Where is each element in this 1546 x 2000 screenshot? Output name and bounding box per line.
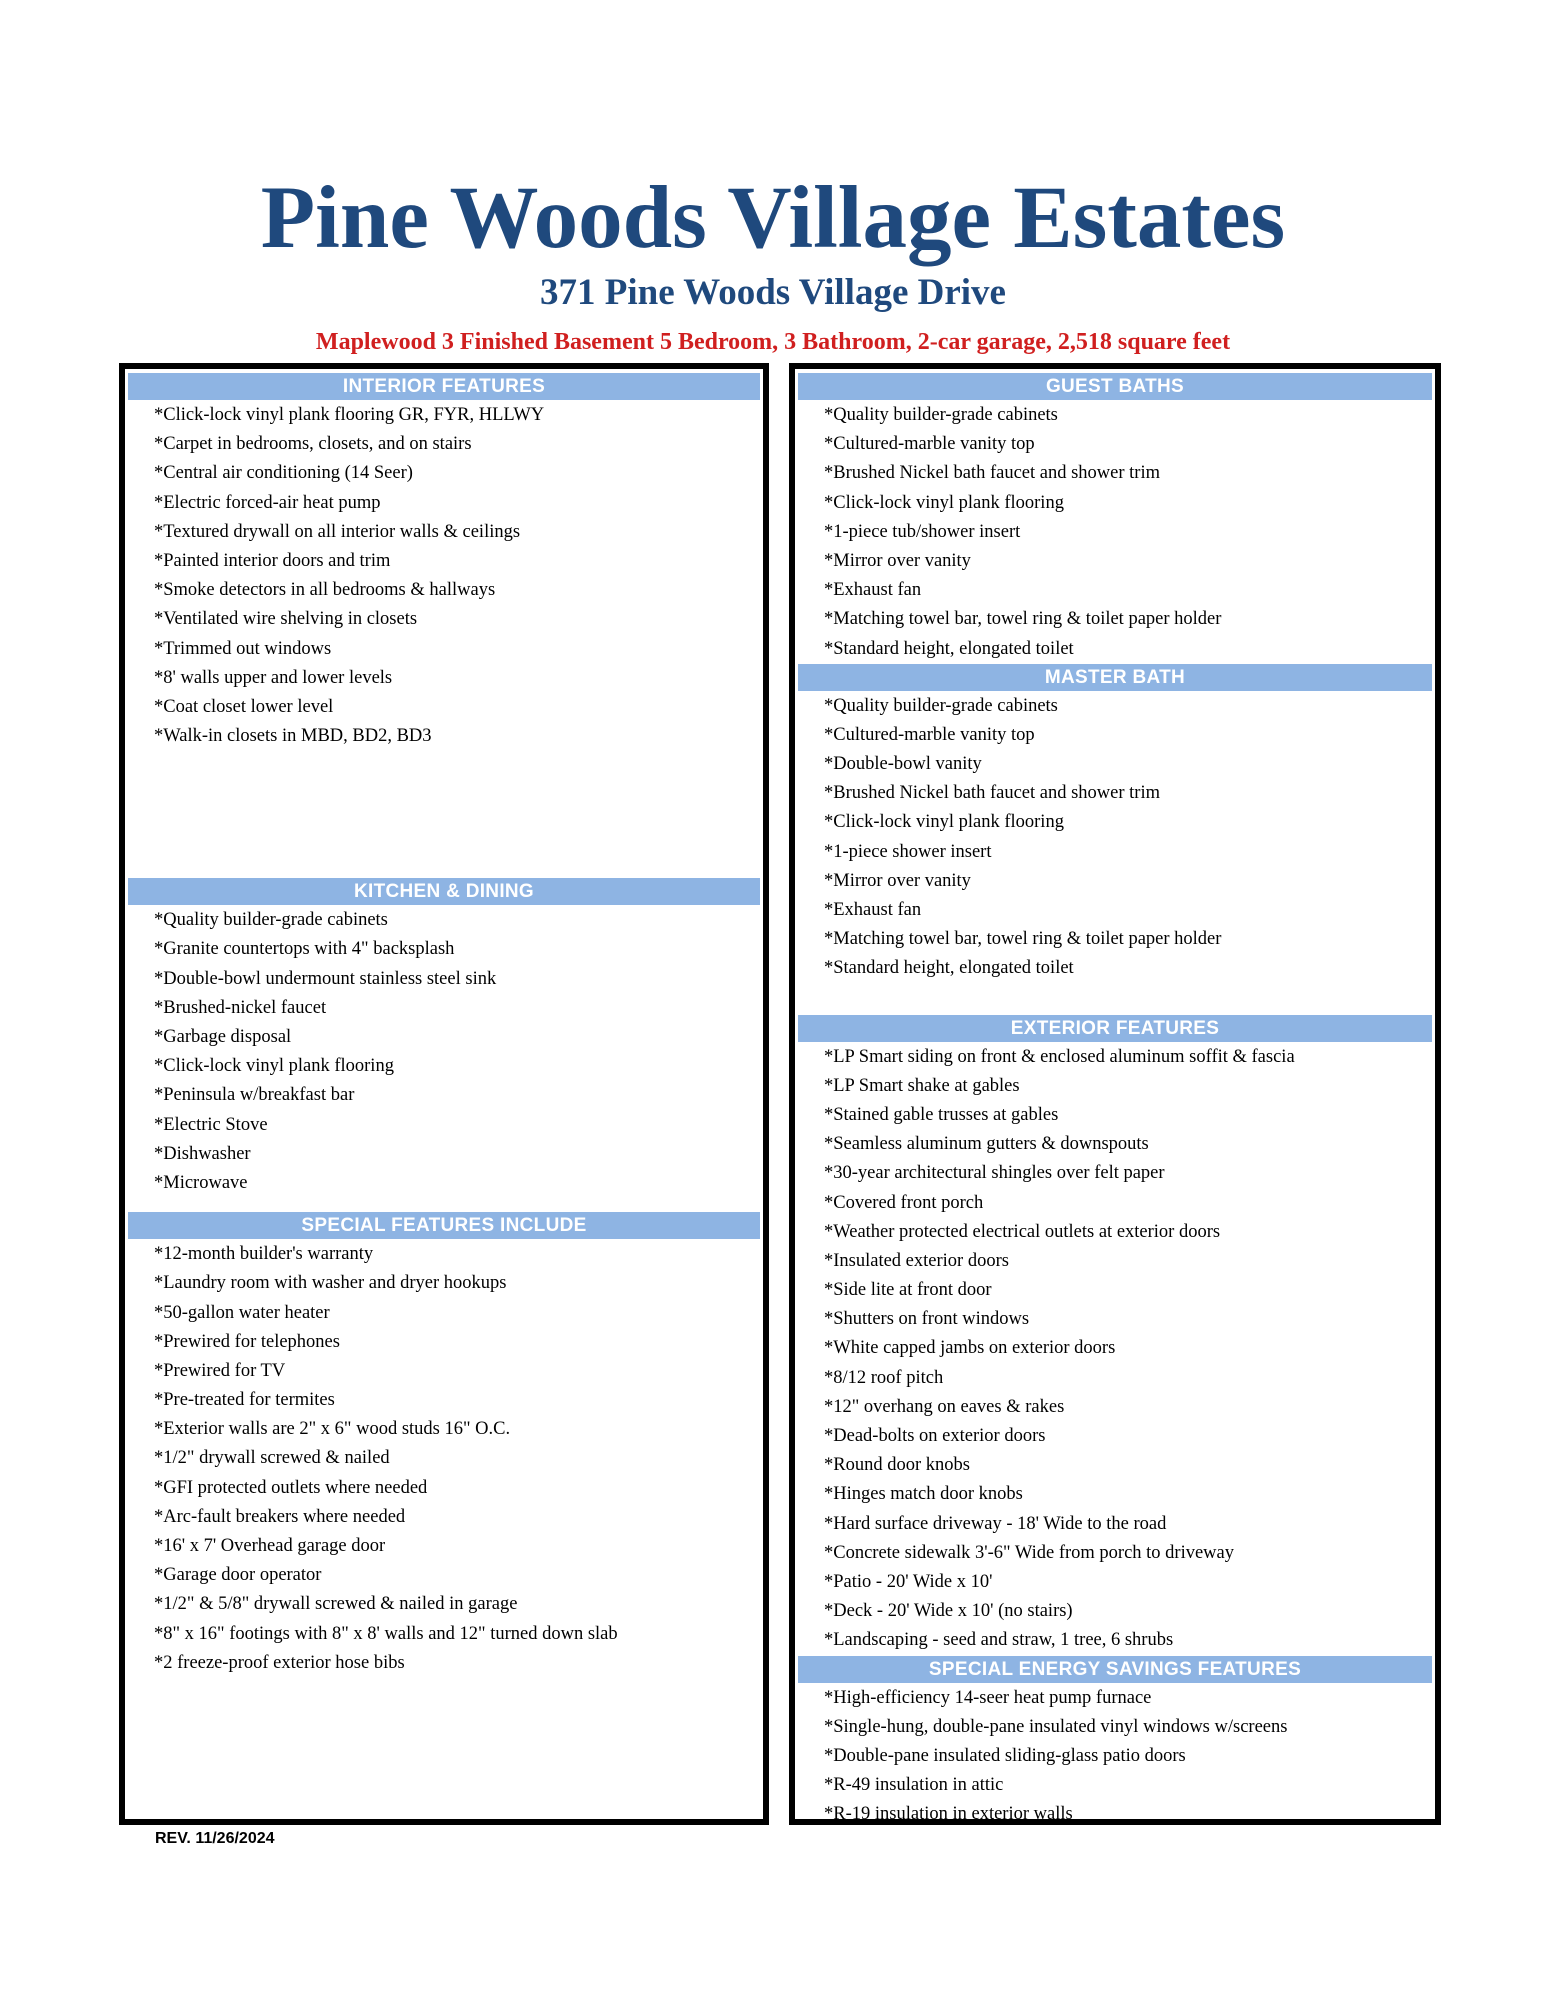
list-item: *8" x 16" footings with 8" x 8' walls and 12" turned down slab	[154, 1623, 618, 1644]
list-item: *Garbage disposal	[154, 1027, 292, 1047]
section-header-guest-baths: GUEST BATHS	[798, 373, 1432, 400]
list-item: *White capped jambs on exterior doors	[824, 1338, 1116, 1359]
section-header-master-bath: MASTER BATH	[798, 664, 1432, 691]
list-item: *Double-bowl vanity	[824, 754, 982, 775]
section-header-exterior: EXTERIOR FEATURES	[798, 1015, 1432, 1042]
list-item: *Quality builder-grade cabinets	[824, 695, 1058, 716]
list-item: *Granite countertops with 4" backsplash	[154, 939, 455, 960]
right-feature-column	[789, 363, 1441, 1825]
guest-baths-list	[795, 400, 1435, 664]
list-item: *Click-lock vinyl plank flooring GR, FYR, HLLWY	[154, 405, 545, 425]
list-item: *Seamless aluminum gutters & downspouts	[824, 1134, 1149, 1155]
list-item: *Brushed Nickel bath faucet and shower trim	[824, 463, 1160, 484]
list-item: *8/12 roof pitch	[824, 1367, 944, 1388]
list-item: *Exterior walls are 2" x 6" wood studs 16" O.C.	[154, 1419, 511, 1440]
list-item: *High-efficiency 14-seer heat pump furnace	[824, 1687, 1152, 1708]
list-item: *Hinges match door knobs	[824, 1484, 1023, 1505]
master-bath-list	[795, 691, 1435, 984]
list-item: *R-19 insulation in exterior walls	[824, 1804, 1073, 1825]
exterior-features-list	[795, 1042, 1435, 1656]
list-item: *Concrete sidewalk 3'-6" Wide from porch to driveway	[824, 1542, 1234, 1563]
revision-date: REV. 11/26/2024	[155, 1830, 275, 1847]
list-item: *Dishwasher	[154, 1143, 251, 1164]
list-item: *Landscaping - seed and straw, 1 tree, 6 shrubs	[824, 1630, 1174, 1651]
list-item: *Covered front porch	[824, 1192, 984, 1213]
list-item: *1/2" & 5/8" drywall screwed & nailed in garage	[154, 1594, 518, 1615]
list-item: *Weather protected electrical outlets at exterior doors	[824, 1221, 1221, 1242]
list-item: *Shutters on front windows	[824, 1309, 1030, 1330]
list-item: *Double-pane insulated sliding-glass patio doors	[824, 1745, 1186, 1766]
list-item: *Garage door operator	[154, 1565, 322, 1586]
list-item: *Brushed Nickel bath faucet and shower trim	[824, 783, 1160, 804]
list-item: *Stained gable trusses at gables	[824, 1104, 1059, 1125]
list-item: *GFI protected outlets where needed	[154, 1477, 428, 1498]
list-item: *Side lite at front door	[824, 1280, 992, 1301]
list-item: *Arc-fault breakers where needed	[154, 1506, 406, 1527]
list-item: *2 freeze-proof exterior hose bibs	[154, 1652, 405, 1673]
list-item: *Insulated exterior doors	[824, 1250, 1009, 1271]
list-item: *Textured drywall on all interior walls & ceilings	[154, 521, 521, 542]
list-item: *Electric Stove	[154, 1114, 268, 1135]
list-item: *Carpet in bedrooms, closets, and on stairs	[154, 434, 472, 455]
list-item: *Smoke detectors in all bedrooms & hallways	[154, 580, 496, 601]
list-item: *Quality builder-grade cabinets	[154, 910, 388, 931]
list-item: *Electric forced-air heat pump	[154, 492, 381, 513]
list-item: *Matching towel bar, towel ring & toilet paper holder	[824, 929, 1222, 950]
interior-features-list	[125, 400, 763, 751]
list-item: *Hard surface driveway - 18' Wide to the road	[824, 1513, 1167, 1534]
list-item: *1-piece shower insert	[824, 841, 992, 862]
list-item: *Quality builder-grade cabinets	[824, 405, 1058, 425]
list-item: *Click-lock vinyl plank flooring	[824, 492, 1064, 513]
list-item: *16' x 7' Overhead garage door	[154, 1536, 386, 1556]
list-item: *Patio - 20' Wide x 10'	[824, 1571, 993, 1592]
list-item: *Trimmed out windows	[154, 638, 332, 659]
list-item: *Standard height, elongated toilet	[824, 958, 1074, 979]
kitchen-features-list	[125, 905, 763, 1198]
property-address: 371 Pine Woods Village Drive	[540, 272, 1006, 313]
energy-features-list	[795, 1683, 1435, 1830]
list-item: *50-gallon water heater	[154, 1302, 330, 1323]
list-item: *Coat closet lower level	[154, 696, 334, 717]
list-item: *Matching towel bar, towel ring & toilet paper holder	[824, 609, 1222, 630]
list-item: *Round door knobs	[824, 1455, 970, 1476]
list-item: *Standard height, elongated toilet	[824, 638, 1074, 659]
list-item: *Exhaust fan	[824, 580, 922, 601]
list-item: *Brushed-nickel faucet	[154, 997, 327, 1018]
list-item: *30-year architectural shingles over felt paper	[824, 1163, 1165, 1184]
list-item: *Prewired for telephones	[154, 1331, 340, 1352]
list-item: *Exhaust fan	[824, 900, 922, 920]
list-item: *Walk-in closets in MBD, BD2, BD3	[154, 726, 432, 747]
list-item: *Pre-treated for termites	[154, 1390, 335, 1411]
list-item: *Peninsula w/breakfast bar	[154, 1085, 355, 1106]
list-item: *Painted interior doors and trim	[154, 550, 391, 571]
section-header-special: SPECIAL FEATURES INCLUDE	[128, 1212, 760, 1239]
list-item: *Mirror over vanity	[824, 550, 971, 571]
list-item: *Cultured-marble vanity top	[824, 724, 1035, 745]
list-item: *Microwave	[154, 1172, 248, 1193]
list-item: *Click-lock vinyl plank flooring	[824, 812, 1064, 833]
list-item: *Ventilated wire shelving in closets	[154, 609, 418, 630]
section-header-energy: SPECIAL ENERGY SAVINGS FEATURES	[798, 1656, 1432, 1683]
list-item: *Laundry room with washer and dryer hookups	[154, 1273, 507, 1294]
model-description: Maplewood 3 Finished Basement 5 Bedroom, 3 Bathroom, 2-car garage, 2,518 square feet	[315, 329, 1231, 355]
section-header-kitchen: KITCHEN & DINING	[128, 878, 760, 905]
list-item: *Double-bowl undermount stainless steel sink	[154, 968, 497, 989]
special-features-list	[125, 1239, 763, 1678]
list-item: *R-49 insulation in attic	[824, 1775, 1004, 1796]
list-item: *Click-lock vinyl plank flooring	[154, 1056, 394, 1077]
list-item: *Cultured-marble vanity top	[824, 434, 1035, 455]
list-item: *Central air conditioning (14 Seer)	[154, 463, 413, 484]
list-item: *Mirror over vanity	[824, 870, 971, 891]
list-item: *Deck - 20' Wide x 10' (no stairs)	[824, 1601, 1073, 1622]
list-item: *Single-hung, double-pane insulated vinyl windows w/screens	[824, 1716, 1288, 1737]
list-item: *12-month builder's warranty	[154, 1244, 374, 1265]
list-item: *Prewired for TV	[154, 1360, 286, 1381]
list-item: *12" overhang on eaves & rakes	[824, 1396, 1065, 1417]
list-item: *1-piece tub/shower insert	[824, 521, 1021, 542]
left-feature-column	[119, 363, 769, 1825]
page-title: Pine Woods Village Estates	[260, 169, 1286, 267]
section-header-interior: INTERIOR FEATURES	[128, 373, 760, 400]
list-item: *8' walls upper and lower levels	[154, 667, 393, 688]
list-item: *Dead-bolts on exterior doors	[824, 1426, 1046, 1446]
list-item: *LP Smart siding on front & enclosed aluminum soffit & fascia	[824, 1046, 1295, 1067]
list-item: *LP Smart shake at gables	[824, 1075, 1020, 1096]
list-item: *1/2" drywall screwed & nailed	[154, 1448, 390, 1469]
